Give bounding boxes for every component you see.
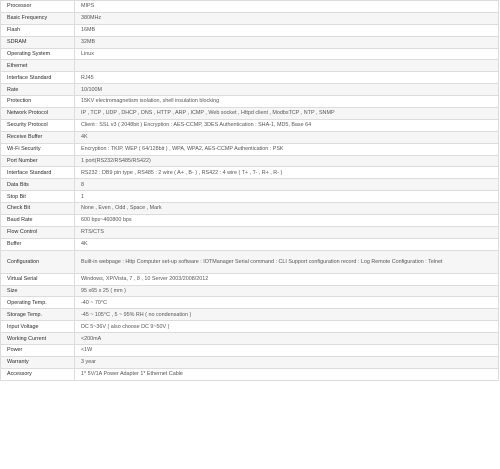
spec-key: Ethernet [1,60,75,72]
spec-row [1,131,499,143]
spec-key: SDRAM [1,36,75,48]
spec-value: 15KV electromagnetism isolation, shell insulation blocking [75,96,499,108]
spec-key: Buffer [1,238,75,250]
spec-row [1,96,499,108]
spec-value: Encryption : TKIP, WEP ( 64/128bit ) , WPA, WPA2, AES-CCMP Authentication : PSK [75,143,499,155]
spec-key: Wi-Fi Security [1,143,75,155]
spec-value: -45 ~ 105°C , 5 ~ 95% RH ( no condensation ) [75,309,499,321]
spec-value: 95 x65 x 25 ( mm ) [75,285,499,297]
spec-value: 10/100M [75,84,499,96]
spec-key: Interface Standard [1,72,75,84]
spec-key: Baud Rate [1,215,75,227]
spec-value: None , Even , Odd , Space , Mark [75,203,499,215]
spec-value: IP , TCP , UDP , DHCP , DNS , HTTP , ARP , ICMP , Web socket , Httpd client , ModbsTCP , NTP , SNMP [75,108,499,120]
spec-row [1,60,499,72]
spec-key: Input Voltage [1,321,75,333]
spec-key: Operating Temp. [1,297,75,309]
spec-key: Size [1,285,75,297]
spec-value: 32MB [75,36,499,48]
spec-row [1,215,499,227]
spec-key: Power [1,345,75,357]
spec-value [75,60,499,72]
spec-key: Storage Temp. [1,309,75,321]
spec-row [1,273,499,285]
spec-key: Data Bits [1,179,75,191]
spec-key: Rate [1,84,75,96]
spec-key: Configuration [1,250,75,273]
spec-key: Operating System [1,48,75,60]
spec-value: 380MHz [75,12,499,24]
spec-value: 1 port(RS232/RS485/RS422) [75,155,499,167]
spec-value: Client : SSL v3 ( 2048bit ) Encryption : AES-CCMP, 3DES Authentication : SHA-1, MD5, Base 64 [75,119,499,131]
spec-key: Protection [1,96,75,108]
spec-value: 4K [75,238,499,250]
spec-row [1,238,499,250]
spec-value: DC 5~36V ( also choose DC 9~50V ) [75,321,499,333]
spec-row [1,24,499,36]
spec-row [1,333,499,345]
spec-value: 600 bps~460800 bps [75,215,499,227]
spec-value: Windows, XP/Vista, 7 , 8 , 10 Server 2003/2008/2012 [75,273,499,285]
spec-value: -40 ~ 70°C [75,297,499,309]
spec-row [1,84,499,96]
spec-row [1,119,499,131]
spec-value: 1* 5V/1A Power Adapter 1* Ethernet Cable [75,368,499,380]
spec-key: Interface Standard [1,167,75,179]
spec-value: 8 [75,179,499,191]
spec-row [1,297,499,309]
spec-key: Basic Frequency [1,12,75,24]
spec-row [1,356,499,368]
spec-key: Port Number [1,155,75,167]
spec-key: Accessory [1,368,75,380]
spec-value: RJ45 [75,72,499,84]
spec-key: Processor [1,1,75,13]
spec-key: Flash [1,24,75,36]
spec-key: Security Protocol [1,119,75,131]
spec-row [1,250,499,273]
spec-key: Warranty [1,356,75,368]
spec-key: Flow Control [1,226,75,238]
spec-key: Check Bit [1,203,75,215]
spec-row [1,191,499,203]
spec-value: RTS/CTS [75,226,499,238]
spec-row [1,155,499,167]
spec-row [1,36,499,48]
spec-row [1,167,499,179]
spec-row [1,285,499,297]
spec-row [1,368,499,380]
spec-value: 3 year [75,356,499,368]
spec-value: 4K [75,131,499,143]
spec-row [1,108,499,120]
spec-row [1,179,499,191]
spec-value: 16MB [75,24,499,36]
spec-value: <200mA [75,333,499,345]
spec-row [1,1,499,13]
spec-key: Receive Buffer [1,131,75,143]
spec-value: 1 [75,191,499,203]
spec-row [1,143,499,155]
spec-row [1,226,499,238]
spec-row [1,345,499,357]
spec-value: RS232 : DB9 pin type , RS485 : 2 wire ( A+ , B- ) , RS422 : 4 wire ( T+ , T- , R+ , R- ) [75,167,499,179]
spec-value: Linux [75,48,499,60]
spec-key: Network Protocol [1,108,75,120]
spec-value: Built-in webpage : Http Computer set-up software : IOTManager Serial command : CLI Support configuration record : Log Remote Configuration : Telnet [75,250,499,273]
spec-key: Working Current [1,333,75,345]
spec-value: MIPS [75,1,499,13]
spec-key: Stop Bit [1,191,75,203]
spec-row [1,12,499,24]
spec-value: <1W [75,345,499,357]
spec-row [1,203,499,215]
spec-row [1,321,499,333]
spec-row [1,48,499,60]
spec-key: Virtual Serial [1,273,75,285]
spec-table-body [1,1,499,381]
spec-row [1,72,499,84]
spec-row [1,309,499,321]
